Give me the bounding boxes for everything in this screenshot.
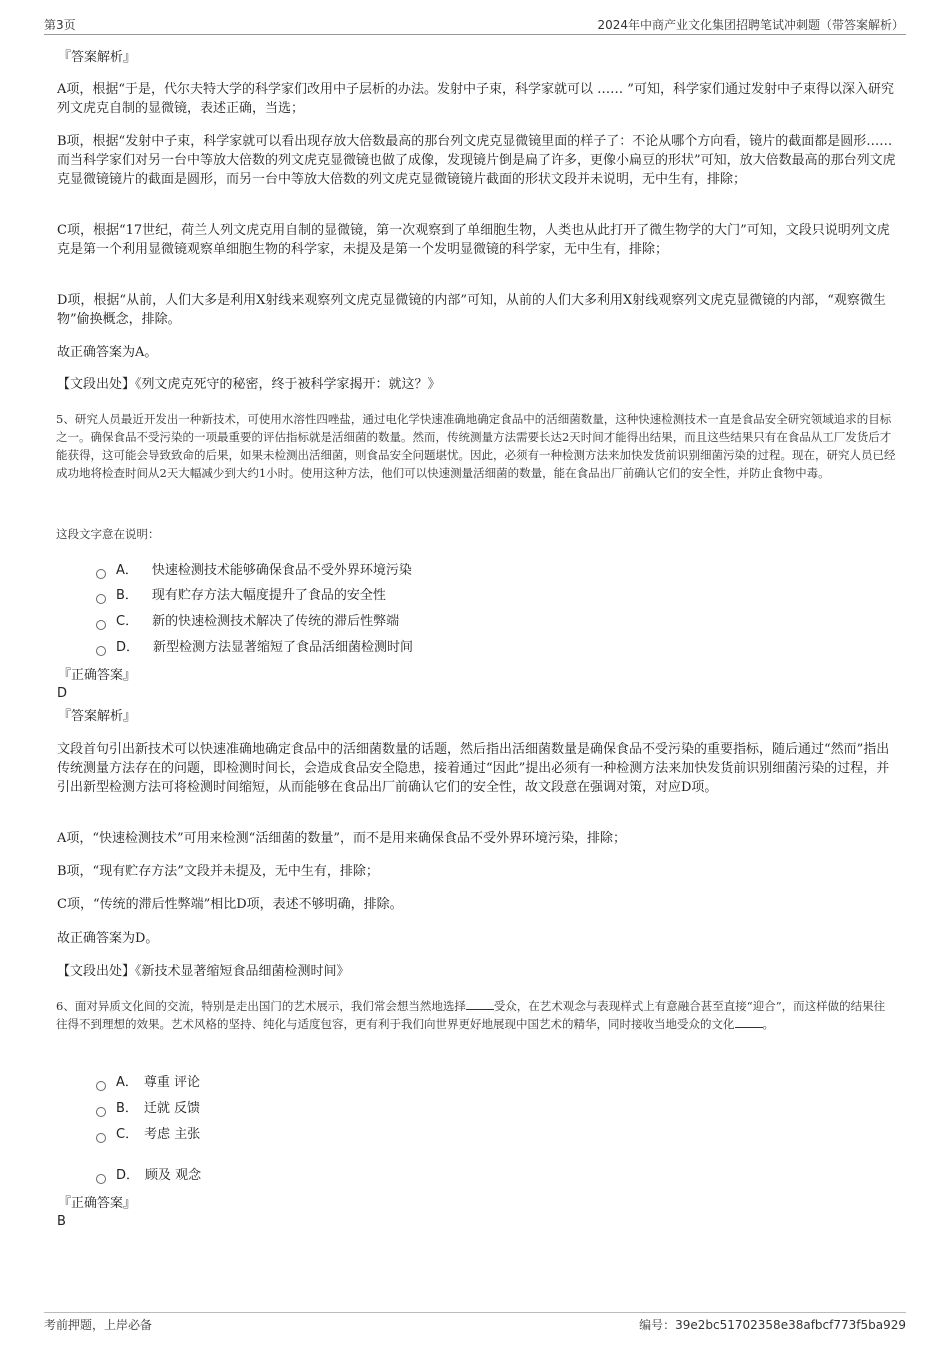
analysis-option-c: C项，“传统的滞后性弊端”相比D项，表述不够明确，排除。 <box>57 897 403 912</box>
fill-blank <box>466 997 494 1010</box>
analysis-option-a: A项，“快速检测技术”可用来检测“活细菌的数量”，而不是用来确保食品不受外界环境污染，排除； <box>57 831 626 846</box>
analysis-option-c: C项，根据“17世纪，荷兰人列文虎克用自制的显微镜，第一次观察到了单细胞生物，人类也从此打开了微生物学的大门”可知，文段只说明列文虎克是第一个利用显微镜观察单细胞生物的科学家，未提及是第一个发明显微镜的科学家，无中生有，排除； <box>57 223 890 257</box>
source-citation: 【文段出处】《新技术显著缩短食品细菌检测时间》 <box>57 964 350 979</box>
page-header <box>44 14 906 35</box>
answer-label: 『正确答案』 <box>58 668 137 683</box>
radio-icon[interactable] <box>96 1081 106 1091</box>
source-citation: 【文段出处】《列文虎克死守的秘密，终于被科学家揭开：就这？》 <box>57 377 441 392</box>
question-stem: 5、研究人员最近开发出一种新技术，可使用水溶性四唑盐，通过电化学快速准确地确定食品中的活细菌数量，这种快速检测技术一直是食品安全研究领域追求的目标之一。确保食品不受污染的一项最重要的评估指标就是活细菌的数量。然而，传统测量方法需要长达2天时间才能得出结果，而且这些结果只有在食品从工厂发货后才能获得，这可能会导致致命的后果，如果未检测出活细菌，则食品安全问题堪忧。因此，必须有一种检测方法来加快发货前识别细菌污染的过程。现在，研究人员已经成功地将检查时间从2天大幅减少到大约1小时。使用这种方法，他们可以快速测量活细菌的数量，能在食品出厂前确认它们的安全性，并防止食物中毒。 <box>56 412 896 480</box>
footer-slogan: 考前押题，上岸必备 <box>44 1318 153 1332</box>
option-c[interactable]: C． 新的快速检测技术解决了传统的滞后性弊端 <box>96 612 399 632</box>
page-footer <box>44 1312 906 1335</box>
analysis-option-b: B项，根据“发射中子束，科学家就可以看出现存放大倍数最高的那台列文虎克显微镜里面的样子了：不论从哪个方向看，镜片的截面都是圆形……而当科学家们对另一台中等放大倍数的列文虎克显微镜也做了成像，发现镜片倒是扁了许多，更像小扁豆的形状”可知，放大倍数最高的那台列文虎克显微镜镜片的截面是圆形，而另一台中等放大倍数的列文虎克显微镜镜片截面的形状文段并未说明，无中生有，排除； <box>57 134 896 187</box>
correct-answer: D <box>57 686 68 701</box>
analysis-body: 文段首句引出新技术可以快速准确地确定食品中的活细菌数量的话题，然后指出活细菌数量是确保食品不受污染的重要指标，随后通过“然而”指出传统测量方法存在的问题，即检测时间长，会造成食品安全隐患，接着通过“因此”提出必须有一种检测方法来加快发货前识别细菌污染的过程，并引出新型检测方法可将检测时间缩短，从而能够在食品出厂前确认它们的安全性，故文段意在强调对策，对应D项。 <box>57 742 890 795</box>
radio-icon[interactable] <box>96 569 106 579</box>
analysis-label: 『答案解析』 <box>58 50 137 65</box>
option-c[interactable]: C． 考虑 主张 <box>96 1125 200 1145</box>
document-title: 2024年中商产业文化集团招聘笔试冲刺题（带答案解析） <box>597 18 904 32</box>
radio-icon[interactable] <box>96 1133 106 1143</box>
document-id: 编号：39e2bc51702358e38afbcf773f5ba929 <box>639 1318 906 1332</box>
option-a[interactable]: A． 快速检测技术能够确保食品不受外界环境污染 <box>96 561 412 581</box>
option-a[interactable]: A． 尊重 评论 <box>96 1073 200 1093</box>
analysis-option-d: D项，根据“从前，人们大多是利用X射线来观察列文虎克显微镜的内部”可知，从前的人们大多利用X射线观察列文虎克显微镜的内部，“观察微生物”偷换概念，排除。 <box>57 293 886 327</box>
radio-icon[interactable] <box>96 620 106 630</box>
option-b[interactable]: B． 现有贮存方法大幅度提升了食品的安全性 <box>96 586 386 606</box>
radio-icon[interactable] <box>96 1107 106 1117</box>
radio-icon[interactable] <box>96 594 106 604</box>
page-number: 第3页 <box>44 18 76 32</box>
option-d[interactable]: D． 新型检测方法显著缩短了食品活细菌检测时间 <box>96 638 413 658</box>
option-d[interactable]: D． 顾及 观念 <box>96 1166 201 1186</box>
option-b[interactable]: B． 迁就 反馈 <box>96 1099 200 1119</box>
radio-icon[interactable] <box>96 646 106 656</box>
correct-answer: B <box>57 1214 66 1229</box>
radio-icon[interactable] <box>96 1174 106 1184</box>
analysis-option-b: B项，“现有贮存方法”文段并未提及，无中生有，排除； <box>57 864 379 879</box>
question-prompt: 这段文字意在说明： <box>56 527 160 541</box>
analysis-conclusion: 故正确答案为A。 <box>57 345 158 360</box>
analysis-conclusion: 故正确答案为D。 <box>57 931 159 946</box>
question-stem: 6、面对异质文化间的交流，特别是走出国门的艺术展示，我们常会想当然地选择 受众，在艺术观念与表现样式上有意融合甚至直接“迎合”，而这样做的结果往往得不到理想的效果。艺术风格的坚持、纯化与适度包容，更有利于我们向世界更好地展现中国艺术的精华，同时接收当地受众的文化 。 <box>56 999 886 1031</box>
analysis-label: 『答案解析』 <box>58 709 137 724</box>
answer-label: 『正确答案』 <box>58 1196 137 1211</box>
analysis-option-a: A项，根据“于是，代尔夫特大学的科学家们改用中子层析的办法。发射中子束，科学家就可以 …… ”可知，科学家们通过发射中子束得以深入研究列文虎克自制的显微镜，表述正确，当选； <box>57 82 894 116</box>
fill-blank <box>735 1015 763 1028</box>
